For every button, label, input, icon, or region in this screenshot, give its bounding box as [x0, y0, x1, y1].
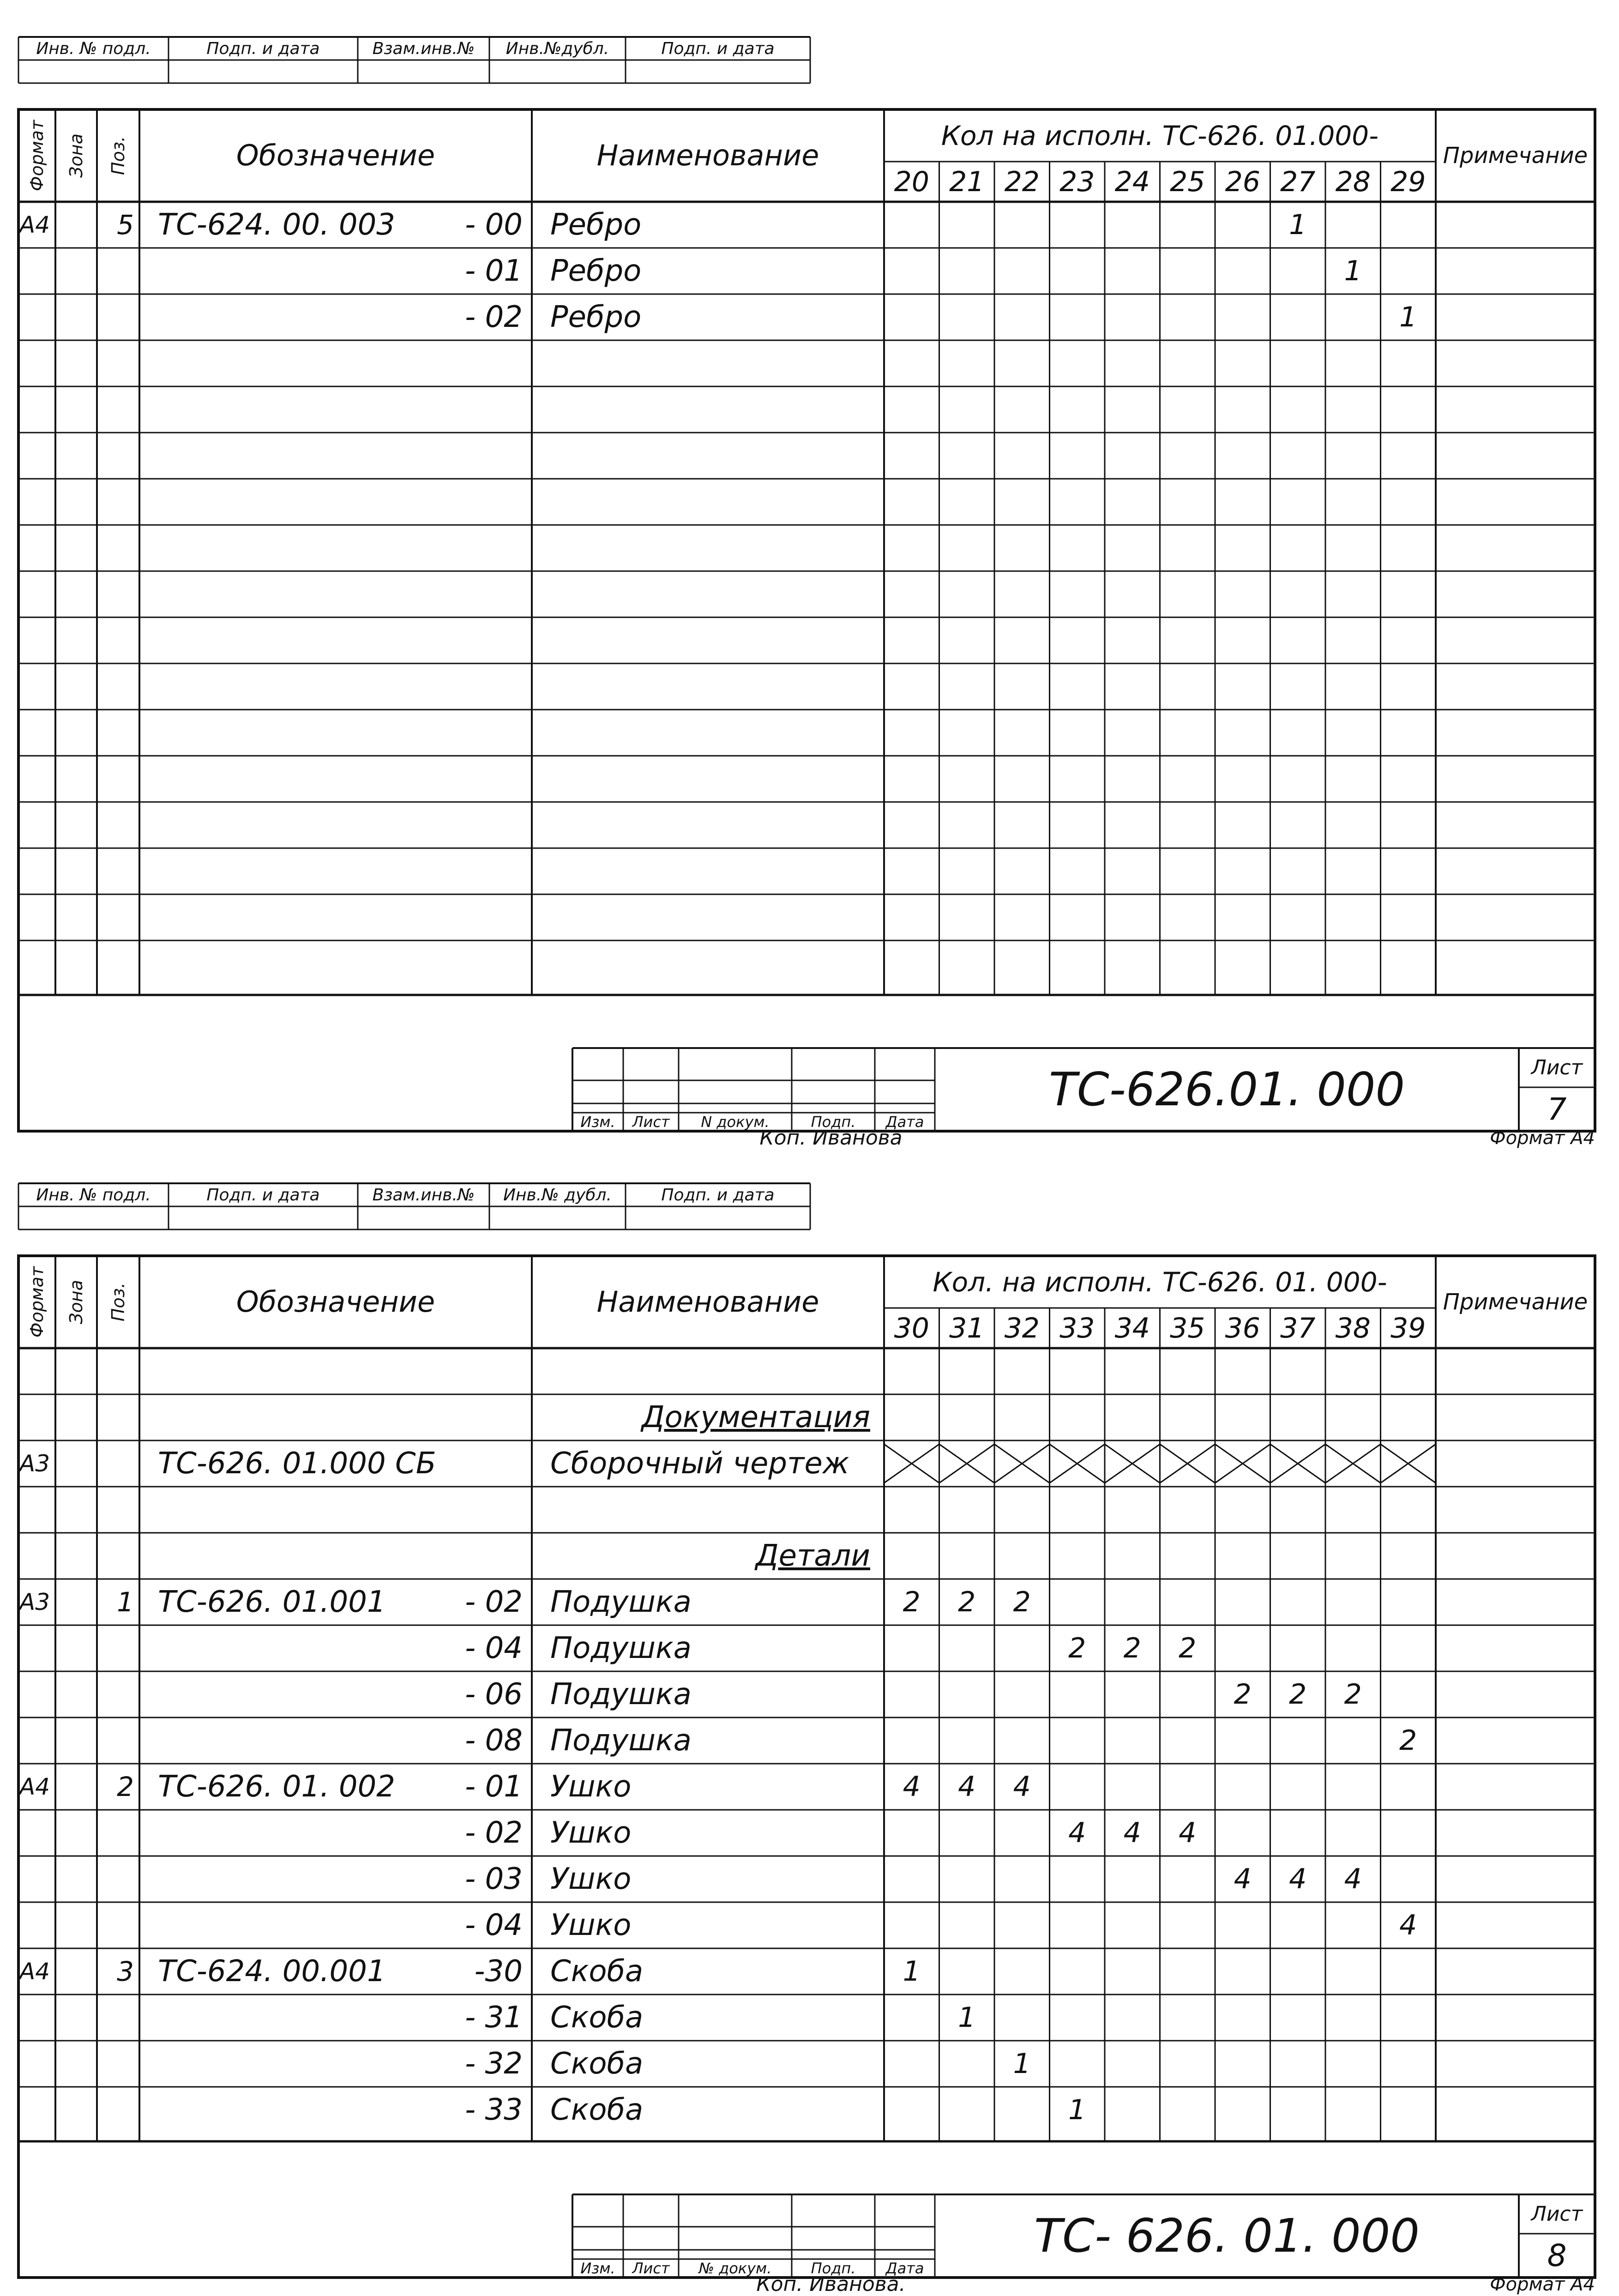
qty-cell: 4 — [903, 1771, 921, 1803]
approval-strip-label: Подп. и дата — [661, 1186, 775, 1205]
row-position: 1 — [117, 1586, 134, 1618]
column-header-designation: Обозначение — [236, 139, 435, 172]
qty-variant-header: 27 — [1280, 165, 1316, 198]
row-designation: ТС-626. 01.001 — [158, 1585, 386, 1619]
qty-cell: 2 — [903, 1586, 921, 1618]
row-designation: ТС-624. 00. 003 — [158, 208, 395, 242]
row-designation: ТС-626. 01. 002 — [158, 1770, 395, 1804]
qty-variant-header: 31 — [949, 1312, 985, 1344]
row-position: 3 — [117, 1956, 134, 1987]
qty-cell: 2 — [1179, 1632, 1197, 1664]
document-code: ТС-626.01. 000 — [1048, 1062, 1405, 1116]
approval-strip-label: Взам.инв.№ — [372, 39, 475, 58]
qty-variant-header: 30 — [894, 1312, 929, 1344]
qty-cell: 4 — [1399, 1909, 1417, 1941]
revision-column-label: Изм. — [580, 1113, 615, 1131]
column-header-note: Примечание — [1443, 143, 1588, 169]
row-name: Ушко — [550, 1862, 632, 1896]
qty-cell: 4 — [1068, 1817, 1086, 1849]
approval-strip-label: Подп. и дата — [206, 39, 320, 58]
row-name: Ушко — [550, 1770, 632, 1804]
revision-column-label: Изм. — [580, 2260, 615, 2277]
row-designation-suffix: - 03 — [465, 1862, 523, 1896]
qty-cell: 1 — [1289, 209, 1307, 241]
qty-variant-header: 20 — [894, 165, 929, 198]
qty-variant-header: 37 — [1280, 1312, 1316, 1344]
qty-cell: 4 — [1344, 1863, 1362, 1895]
row-designation-suffix: - 06 — [465, 1677, 523, 1711]
row-name: Ребро — [550, 254, 642, 288]
column-header-format: Формат — [27, 120, 47, 192]
qty-cell: 2 — [1013, 1586, 1031, 1618]
column-header-zone: Зона — [66, 133, 86, 178]
row-name: Ушко — [550, 1908, 632, 1942]
row-name: Скоба — [550, 2001, 644, 2035]
approval-strip-label: Взам.инв.№ — [372, 1186, 475, 1205]
paper-format-note: Формат А4 — [1490, 2274, 1595, 2295]
column-header-qty-title: Кол на исполн. ТС-626. 01.000- — [941, 120, 1379, 151]
revision-column-label: Подп. — [811, 1113, 856, 1131]
qty-cell: 2 — [1289, 1678, 1307, 1711]
qty-variant-header: 28 — [1335, 165, 1371, 198]
qty-cell: 4 — [1013, 1771, 1031, 1803]
row-name: Скоба — [550, 2093, 644, 2127]
specification-sheet-8 — [0, 1146, 1619, 2296]
column-header-name: Наименование — [596, 1285, 819, 1319]
qty-cell: 4 — [1123, 1817, 1141, 1849]
approval-strip-label: Инв.№дубл. — [506, 39, 609, 58]
row-name: Сборочный чертеж — [550, 1446, 849, 1481]
row-name: Подушка — [550, 1631, 692, 1665]
qty-variant-header: 23 — [1059, 165, 1095, 198]
qty-variant-header: 24 — [1114, 165, 1150, 198]
row-format: А4 — [19, 1958, 50, 1985]
approval-strip-label: Подп. и дата — [661, 39, 775, 58]
qty-cell: 2 — [1068, 1632, 1086, 1664]
column-header-pos: Поз. — [108, 1282, 128, 1322]
row-designation-suffix: - 02 — [465, 1585, 523, 1619]
copied-by-note: Коп. Иванова — [759, 1126, 903, 1150]
qty-variant-header: 29 — [1390, 165, 1426, 198]
row-format: А4 — [19, 211, 50, 238]
qty-variant-header: 35 — [1170, 1312, 1205, 1344]
column-header-zone: Зона — [66, 1280, 86, 1324]
row-designation-suffix: - 00 — [465, 208, 523, 242]
sheet-label: Лист — [1531, 1055, 1583, 1079]
qty-variant-header: 26 — [1225, 165, 1260, 198]
qty-variant-header: 38 — [1335, 1312, 1371, 1344]
revision-column-label: Лист — [632, 2260, 670, 2277]
column-header-qty-title: Кол. на исполн. ТС-626. 01. 000- — [933, 1266, 1387, 1298]
revision-column-label: Дата — [885, 2260, 924, 2277]
approval-strip-label: Инв. № подл. — [36, 39, 151, 58]
qty-cell: 4 — [958, 1771, 976, 1803]
qty-cell: 1 — [958, 2001, 976, 2034]
qty-cell: 2 — [1123, 1632, 1141, 1664]
revision-column-label: Дата — [885, 1113, 924, 1131]
qty-variant-header: 22 — [1004, 165, 1040, 198]
row-designation-suffix: - 02 — [465, 1816, 523, 1850]
row-format: А4 — [19, 1773, 50, 1800]
qty-variant-header: 39 — [1390, 1312, 1426, 1344]
row-designation-suffix: - 02 — [465, 300, 523, 334]
qty-cell: 2 — [1234, 1678, 1252, 1711]
qty-cell: 1 — [1344, 255, 1362, 287]
row-designation-suffix: - 01 — [465, 1770, 523, 1804]
row-name: Подушка — [550, 1677, 692, 1711]
row-designation: ТС-624. 00.001 — [158, 1954, 386, 1989]
column-header-designation: Обозначение — [236, 1285, 435, 1319]
qty-cell: 4 — [1289, 1863, 1307, 1895]
qty-cell: 1 — [1013, 2048, 1031, 2080]
row-name: Ребро — [550, 300, 642, 334]
qty-variant-header: 33 — [1059, 1312, 1095, 1344]
approval-strip-label: Подп. и дата — [206, 1186, 320, 1205]
qty-cell: 2 — [1344, 1678, 1362, 1711]
qty-variant-header: 34 — [1114, 1312, 1150, 1344]
sheet-label: Лист — [1531, 2202, 1583, 2226]
row-designation-suffix: - 04 — [465, 1631, 523, 1665]
row-name: Подушка — [550, 1724, 692, 1758]
row-name: Скоба — [550, 2047, 644, 2081]
qty-variant-header: 32 — [1004, 1312, 1040, 1344]
approval-strip-label: Инв.№ дубл. — [503, 1186, 612, 1205]
row-designation: ТС-626. 01.000 СБ — [158, 1446, 436, 1481]
revision-column-label: N докум. — [701, 1113, 770, 1131]
revision-column-label: № докум. — [698, 2260, 772, 2277]
row-position: 5 — [117, 209, 134, 241]
qty-cell: 1 — [903, 1955, 921, 1988]
qty-cell: 1 — [1399, 301, 1417, 333]
paper-format-note: Формат А4 — [1490, 1127, 1595, 1149]
row-name: Подушка — [550, 1585, 692, 1619]
column-header-name: Наименование — [596, 139, 819, 172]
column-header-format: Формат — [27, 1266, 47, 1338]
column-header-note: Примечание — [1443, 1289, 1588, 1315]
row-designation-suffix: - 08 — [465, 1724, 523, 1758]
row-designation-suffix: - 04 — [465, 1908, 523, 1942]
document-code: ТС- 626. 01. 000 — [1034, 2209, 1420, 2263]
row-name: Ребро — [550, 208, 642, 242]
qty-variant-header: 25 — [1170, 165, 1205, 198]
row-position: 2 — [117, 1771, 134, 1802]
qty-cell: 2 — [958, 1586, 976, 1618]
row-designation-suffix: - 33 — [465, 2093, 523, 2127]
row-format: А3 — [19, 1589, 50, 1615]
sheet-number: 7 — [1547, 1091, 1567, 1127]
qty-cell: 4 — [1234, 1863, 1252, 1895]
row-name: Ушко — [550, 1816, 632, 1850]
section-heading: Документация — [641, 1400, 870, 1434]
row-designation-suffix: -30 — [474, 1954, 523, 1989]
qty-cell: 2 — [1399, 1724, 1417, 1757]
copied-by-note: Коп. Иванова. — [756, 2272, 906, 2296]
row-designation-suffix: - 01 — [465, 254, 523, 288]
section-heading: Детали — [755, 1539, 870, 1573]
row-designation-suffix: - 32 — [465, 2047, 523, 2081]
qty-cell: 4 — [1179, 1817, 1197, 1849]
revision-column-label: Лист — [632, 1113, 670, 1131]
sheet-number: 8 — [1547, 2237, 1567, 2273]
revision-column-label: Подп. — [811, 2260, 856, 2277]
row-name: Скоба — [550, 1954, 644, 1989]
row-designation-suffix: - 31 — [465, 2001, 523, 2035]
approval-strip-label: Инв. № подл. — [36, 1186, 151, 1205]
column-header-pos: Поз. — [108, 136, 128, 175]
qty-variant-header: 21 — [949, 165, 985, 198]
row-format: А3 — [19, 1450, 50, 1477]
qty-cell: 1 — [1068, 2094, 1086, 2126]
qty-variant-header: 36 — [1225, 1312, 1260, 1344]
